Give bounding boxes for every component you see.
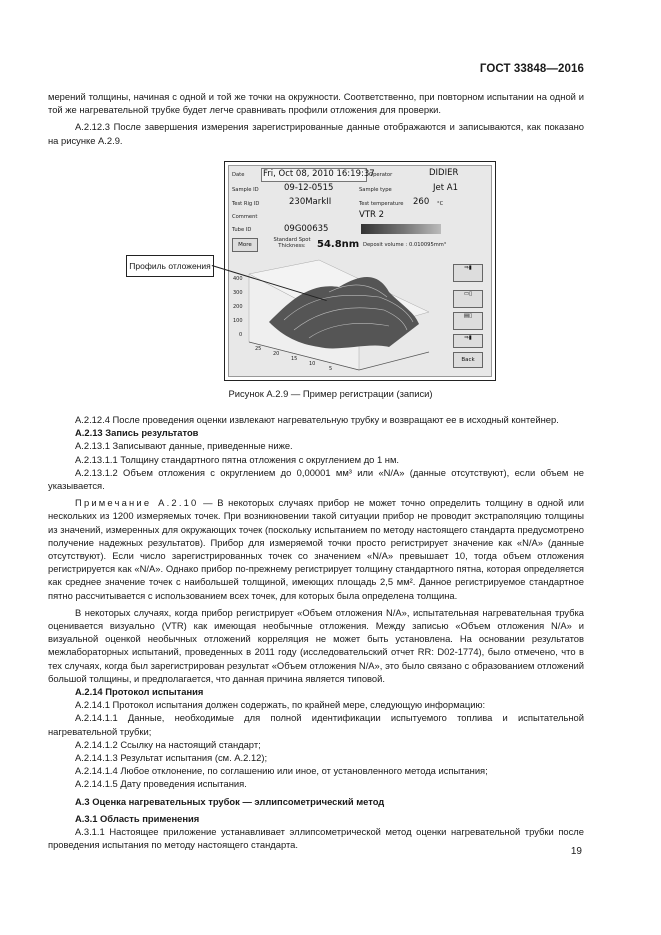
section-heading: A.2.14 Протокол испытания (75, 686, 204, 698)
chart-icon-button[interactable]: ▭▯ (453, 290, 483, 308)
deposit-profile-plot (229, 252, 491, 378)
operator-label: Operator (369, 172, 393, 178)
figure-a-2-9 (224, 161, 496, 381)
comment-label: Comment (232, 214, 258, 220)
export-icon-button[interactable]: ⇒▮ (453, 264, 483, 282)
axis-tick: 10 (309, 361, 316, 367)
paragraph: A.2.14.1 Протокол испытания должен содержать, по крайней мере, следующую информацию: (75, 699, 486, 711)
comment-value: VTR 2 (359, 210, 385, 220)
standard-number: ГОСТ 33848—2016 (479, 63, 584, 75)
temp-label: Test temperature (359, 201, 404, 207)
instrument-screen (228, 165, 492, 377)
main-text (48, 413, 584, 852)
axis-tick: 300 (233, 290, 243, 296)
progress-bar (361, 224, 441, 234)
paragraph: A.2.14.1.5 Дату проведения испытания. (75, 778, 247, 790)
section-heading: A.3 Оценка нагревательных трубок — эллипсометрический метод (75, 795, 385, 807)
temp-value: 260 (413, 197, 430, 207)
paragraph: A.2.12.4 После проведения оценки извлекают нагревательную трубку и возвращают ее в исходный контейнер. (75, 414, 559, 425)
intro-text (48, 90, 584, 147)
spot-value: 54.8nm (317, 239, 360, 250)
page-number: 19 (570, 846, 582, 857)
more-button[interactable]: More (232, 238, 258, 252)
paragraph: A.2.14.1.4 Любое отклонение, по соглашению или иное, от установленного метода испытания; (75, 765, 488, 777)
back-button[interactable]: Back (453, 352, 483, 368)
date-label: Date (232, 172, 245, 178)
deposit-value: 0.010095mm³ (409, 242, 446, 248)
axis-tick: 5 (329, 366, 333, 372)
paragraph: A.2.14.1.3 Результат испытания (см. A.2.12); (75, 752, 268, 764)
paragraph: В некоторых случаях, когда прибор регистрирует «Объем отложения N/A», испытательная нагревательная трубка оценивается визуально (VTR) как имеющая необычные отложения. Между записью «Объем отложения N/A» и визуальной оценкой необычных отложений корреляция не может быть установлена. На основании результатов межлабораторных испытаний, проведенных в 2011 году (исследовательский отчет RR: D02-1774), было отмечено, что в тех случаях, когда был зарегистрирован результат «Объем отложения N/A», это было связано с образованием отложений большой толщины, и предполагается, что данная причина является типовой. (48, 606, 584, 684)
paragraph: A.2.13.1 Записывают данные, приведенные ниже. (75, 440, 293, 452)
axis-tick: 400 (233, 276, 243, 282)
report-icon-button[interactable]: ▤▯ (453, 312, 483, 330)
axis-tick: 100 (233, 318, 243, 324)
save-icon-button[interactable]: ⇒▮ (453, 334, 483, 348)
note-text: — В некоторых случаях прибор не может точно определить толщину в одной или нескольких из 1200 измеряемых точек. При возникновении такой ситуации прибор не проводит экстраполяцию толщины из значений, измеренных для окружающих точек (поскольку испытанием по методу настоящего стандарта предусмотрено получение надежных результатов). Прибор для измеряемой точки просто регистрирует значение как «N/A» (данные отсутствуют). Если число зарегистрированных точек со значением «N/A» превышает 10, тогда объем отложения регистрируется как «N/A». Однако прибор по-прежнему регистрирует толщину стандартного пятна, которая определяется как среднее значение точек с наибольшей толщиной, имеющих площадь 2,5 мм². Данное регистрируемое стандартное пятно рассчитывается с использованием всех точек, для которых была определена толщина. (48, 497, 584, 601)
section-heading: A.2.13 Запись результатов (75, 427, 199, 439)
paragraph: A.2.13.1.1 Толщину стандартного пятна отложения с округлением до 1 нм. (75, 453, 400, 465)
spot-label: Standard Spot Thickness: (273, 237, 311, 249)
operator-value: DIDIER (429, 168, 459, 178)
paragraph: мерений толщины, начиная с одной и той же точки на окружности. Соответственно, при повторном испытании на одной и той же нагревательной трубке будет легче сравнивать профили отложения для проверки. (48, 91, 584, 116)
axis-tick: 25 (255, 346, 262, 352)
paragraph: A.2.12.3 После завершения измерения зарегистрированные данные отображаются и записываются, как показано на рисунке A.2.9. (48, 121, 584, 146)
paragraph: A.2.13.1.2 Объем отложения с округлением до 0,00001 мм³ или «N/A» (данные отсутствуют), если объем не указывается. (48, 466, 584, 492)
sample-id-value: 09-12-0515 (284, 183, 334, 193)
sample-type-value: Jet A1 (433, 183, 458, 193)
temp-unit: °C (437, 201, 444, 207)
axis-tick: 20 (273, 351, 280, 357)
paragraph: A.3.1.1 Настоящее приложение устанавливает эллипсометрической метод оценки нагревательной трубки после проведения испытания по методу настоящего стандарта. (48, 826, 584, 851)
date-value: Fri, Oct 08, 2010 16:19:37 (263, 169, 375, 179)
section-heading: A.3.1 Область применения (75, 812, 200, 824)
figure-caption: Рисунок A.2.9 — Пример регистрации (записи) (228, 388, 433, 399)
deposit-label: Deposit volume : (363, 242, 408, 248)
callout-box: Профиль отложения (126, 255, 214, 277)
axis-tick: 200 (233, 304, 243, 310)
sample-type-label: Sample type (359, 187, 392, 193)
tube-value: 09G00635 (284, 224, 329, 234)
sample-id-label: Sample ID (232, 187, 259, 193)
rig-label: Test Rig ID (232, 201, 260, 207)
paragraph: A.2.14.1.2 Ссылку на настоящий стандарт; (75, 738, 261, 750)
note-label: Примечание A.2.10 (75, 497, 199, 509)
tube-label: Tube ID (232, 227, 252, 233)
axis-tick: 15 (291, 356, 298, 362)
note (48, 496, 584, 602)
axis-tick: 0 (239, 332, 243, 338)
paragraph: A.2.14.1.1 Данные, необходимые для полной идентификации испытуемого топлива и испытательной нагревательной трубки; (48, 712, 584, 737)
rig-value: 230MarkII (289, 197, 332, 207)
